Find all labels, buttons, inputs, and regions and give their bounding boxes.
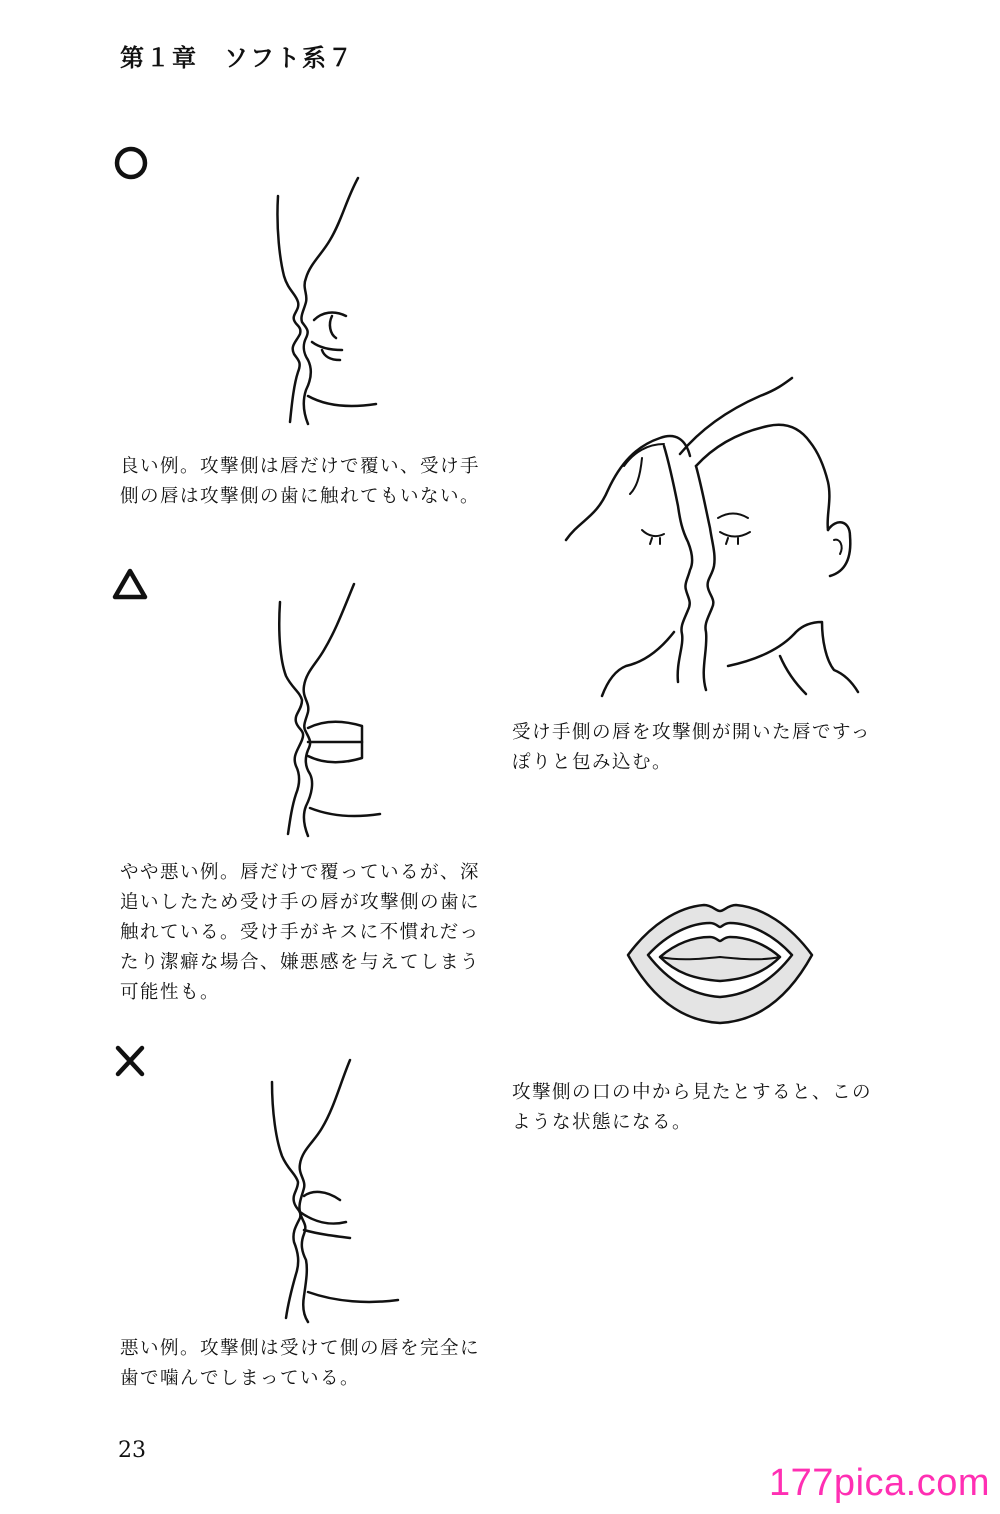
chapter-title: 第１章 ソフト系７ [120, 43, 354, 72]
mouth-view-illustration [620, 895, 820, 1035]
profile-kiss-bad-illustration [250, 1056, 470, 1326]
circle-icon [112, 144, 152, 184]
profile-kiss-good-illustration [250, 170, 450, 430]
cross-icon [112, 1042, 152, 1082]
caption-good: 良い例。攻撃側は唇だけで覆い、受け手 側の唇は攻撃側の歯に触れてもいない。 [120, 456, 481, 507]
couple-kiss-illustration [560, 370, 860, 710]
caption-bad: 悪い例。攻撃側は受けて側の唇を完全に 歯で噛んでしまっている。 [120, 1338, 481, 1389]
page-number: 23 [118, 1438, 146, 1463]
caption-couple: 受け手側の唇を攻撃側が開いた唇ですっ ぽりと包み込む。 [512, 722, 871, 773]
caption-fair: やや悪い例。唇だけで覆っているが、深 追いしたため受け手の唇が攻撃側の歯に 触れている。受け手がキスに不慣れだっ たり潔癖な場合、嫌悪感を与えてしまう 可能性も。 [120, 862, 481, 1003]
caption-mouth-view: 攻撃側の口の中から見たとすると、この ような状態になる。 [512, 1082, 873, 1133]
profile-kiss-fair-illustration [250, 580, 450, 840]
triangle-icon [112, 565, 152, 605]
watermark: 177pica.com [769, 1462, 990, 1504]
